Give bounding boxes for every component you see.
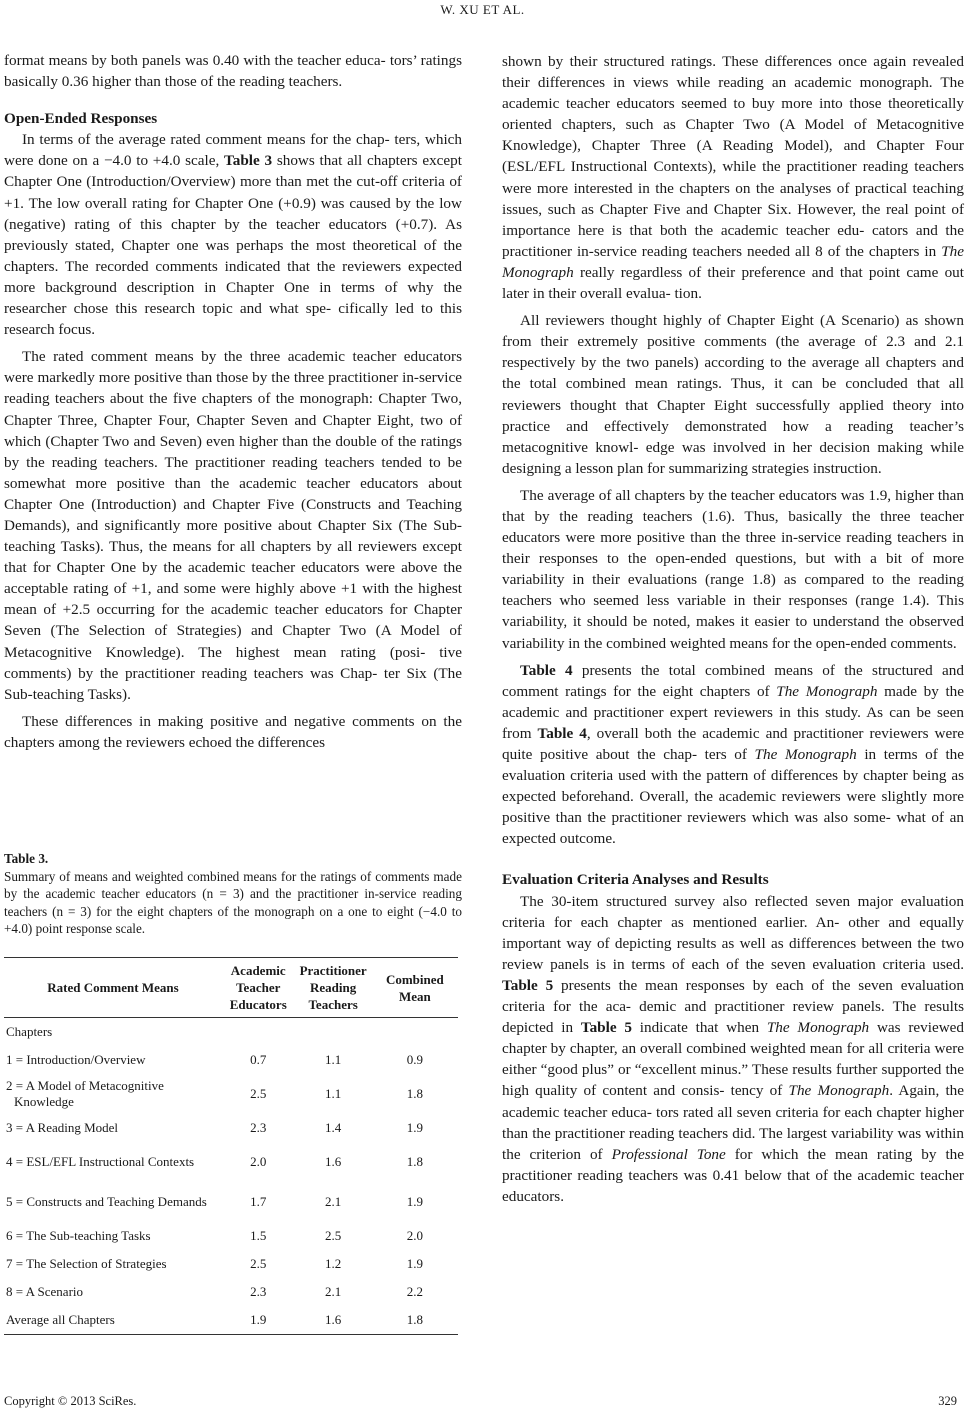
cell-academic: 1.7: [250, 1194, 267, 1209]
left-column: [4, 50, 462, 759]
cell-practitioner: 1.6: [325, 1154, 342, 1169]
cell-academic: 2.5: [250, 1256, 267, 1271]
table-reference[interactable]: Table 4: [520, 661, 573, 679]
table-reference[interactable]: Table 5: [502, 976, 554, 994]
cell-practitioner: 1.1: [325, 1052, 342, 1067]
table-row: [4, 1142, 458, 1182]
criterion-reference: Professional Tone: [611, 1145, 726, 1163]
table-caption-title: Table 3.: [4, 851, 49, 866]
section-heading-evaluation-criteria: Evaluation Criteria Analyses and Results: [502, 871, 769, 889]
title-reference: The Monograph: [766, 1019, 870, 1037]
table-3: [4, 957, 458, 1335]
text: made by the academic and practitioner expert reviewers in this study. As can be seen from: [502, 682, 964, 742]
text: really regardless of their preference and that point came out later in their overall evalua- tion.: [502, 263, 964, 303]
table-caption-text: Summary of means and weighted combined means for the ratings of comments made by the academic teacher educators (n = 3) and the practitioner in-service reading teachers (n = 3) for the eight chapters of the monograph on a one to eight (−4.0 to +4.0) point response scale.: [4, 868, 462, 937]
text: presents the total combined means of the structured and comment ratings for the eight chapters of: [502, 661, 964, 700]
cell-practitioner: 1.2: [325, 1256, 342, 1271]
column-header: Rated Comment Means: [4, 958, 222, 1018]
row-label: 8 = A Scenario: [6, 1284, 84, 1299]
cell-combined: 1.8: [372, 1306, 458, 1335]
section-label: Chapters: [6, 1024, 53, 1039]
cell-combined: 2.0: [406, 1228, 423, 1243]
cell-combined: 1.9: [406, 1256, 423, 1271]
cell-academic: 0.7: [250, 1052, 267, 1067]
cell-combined: 1.8: [406, 1086, 423, 1101]
cell-practitioner: 1.1: [325, 1086, 342, 1101]
row-label: 1 = Introduction/Overview: [6, 1052, 146, 1067]
cell-combined: 1.9: [406, 1194, 423, 1209]
cell-academic: 2.3: [250, 1120, 267, 1135]
table-reference[interactable]: Table 4: [537, 724, 587, 742]
table-caption: [4, 850, 462, 938]
paragraph: [502, 891, 964, 1207]
paragraph: All reviewers thought highly of Chapter Eight (A Scenario) as shown from their extremely positive comments (the average of 2.3 and 2.1 respectively by the two panels) according to the average all chapters and the total combined mean ratings. Thus, it can be concluded that all reviewers thought that Chapter Eight successfully applied theory into practice and effectively demonstrated how a reading teacher’s metacognitive knowl- edge was involved in her decision making while designing a lesson plan for summarizing strategies instruction.: [502, 312, 964, 477]
table-row: [4, 1046, 458, 1074]
cell-academic: 1.5: [250, 1228, 267, 1243]
row-label: 7 = The Selection of Strategies: [6, 1256, 167, 1271]
paragraph: The rated comment means by the three academic teacher educators were markedly more positive than those by the three practitioner in-service reading teachers about the five chapters of the monograph: Chapter Two, Chapter Three, Chapter Four, Chapter Seven and Chapter Eight, two of which (Chapter Two and Seven) even higher than the double of the ratings by the reading teachers. The practitioner reading teachers tended to be somewhat more positive than the academic teacher educators about Chapter One (Introduction) and Chapter Five (Constructs and Teaching Demands), and significantly more positive about Chapter Six (The Sub-teaching Tasks). Thus, the means for all chapters by all reviewers except that for Chapter One by the academic teacher educators were above the acceptable rating of +1, and some were highly above +1 with the highest mean of +2.5 occurring for the academic teacher educators for Chapter Seven (The Selection of Strategies) and Chapter Two (A Model of Metacognitive Knowledge). The highest mean rating (posi- tive comments) by the practitioner reading teachers was Chap- ter Six (The Sub-teaching Tasks).: [4, 348, 462, 703]
cell-combined: 1.9: [406, 1120, 423, 1135]
title-reference: The Monograph: [502, 242, 964, 281]
paragraph: [502, 660, 964, 850]
text: shown by their structured ratings. These differences once again revealed their differences in views while reading an academic monograph. The academic teacher educators seemed to buy more into those theoretically oriented chapters, such as Chapter Two (A Model of Metacognitive Knowledge), Chapter Three (A Reading Model), and Chapter Four (ESL/EFL Instructional Contexts), while the practitioner reading teachers were more interested in the chapters on the analyses of practical teaching issues, such as Chapter Five and Chapter Six. However, the real point of importance here is that both the academic teacher edu- cators and the practitioner in-service reading teachers needed all 8 of the chapters in: [502, 53, 964, 260]
row-label: 6 = The Sub-teaching Tasks: [6, 1228, 151, 1243]
text: presents the mean responses by each of the seven evaluation criteria for the aca- demic and practitioner review panels. The results depicted in: [502, 976, 964, 1037]
cell-practitioner: 1.4: [325, 1120, 342, 1135]
paragraph: These differences in making positive and negative comments on the chapters among the reviewers echoed the differences: [4, 712, 462, 751]
table-row: [4, 1278, 458, 1306]
cell-practitioner: 2.5: [325, 1228, 342, 1243]
row-label: 3 = A Reading Model: [6, 1120, 119, 1135]
text: . Again, the academic teacher educa- tors rated all seven criteria for each chapter higher than the practitioner reading teachers did. The largest variability was within the criterion of: [502, 1082, 964, 1163]
table-reference[interactable]: Table 5: [580, 1019, 632, 1037]
title-reference: The Monograph: [776, 682, 878, 700]
paragraph: The average of all chapters by the teacher educators was 1.9, higher than that by the reading teachers (1.6). Thus, basically the three teacher educators were more positive than the three in-service reading teachers in their responses to the open-ended questions, but with a bit of more variability in their evaluations (range 1.8) as compared to the reading teachers who seemed less variable in their responses (range 1.4). This variability, it should be noted, makes it easier to understand the observed variability in the combined weighted means for the open-ended comments.: [502, 486, 964, 652]
cell-academic: 2.5: [250, 1086, 267, 1101]
column-header: Academic Teacher Educators: [222, 958, 295, 1018]
cell-combined: 1.8: [406, 1154, 423, 1169]
paragraph: format means by both panels was 0.40 with the teacher educa- tors’ ratings basically 0.36 higher than those of the reading teachers.: [4, 52, 462, 91]
table-row: [4, 1222, 458, 1250]
text: in terms of the evaluation criteria used with the pattern of differences by chapter being as expected beforehand. Overall, the academic reviewers were slightly more positive than the practitioner reviewers which was also some- what of an expected outcome.: [502, 746, 965, 848]
footer-copyright: Copyright © 2013 SciRes.: [4, 1394, 137, 1408]
column-header: Combined Mean: [372, 958, 458, 1018]
table-row: [4, 1114, 458, 1142]
section-heading-open-ended: Open-Ended Responses: [4, 110, 158, 128]
page-number: 329: [938, 1394, 957, 1408]
paragraph: [4, 129, 462, 340]
cell-practitioner: 1.6: [295, 1306, 372, 1335]
text: indicate that when: [631, 1019, 767, 1037]
title-reference: The Monograph: [788, 1082, 890, 1100]
cell-academic: 2.0: [250, 1154, 267, 1169]
text: In terms of the average rated comment means for the chap- ters, which were done on a −4.0 to +4.0 scale,: [4, 131, 462, 170]
table-header-row: [4, 958, 458, 1018]
text: The 30-item structured survey also reflected seven major evaluation criteria for each chapter as mentioned earlier. An- other and equally important way of depicting results as well as differences between the two review panels is in terms of each of the seven evaluation criteria used.: [502, 892, 964, 973]
row-label: 2 = A Model of Metacognitive Knowledge: [6, 1078, 164, 1109]
cell-academic: 1.9: [222, 1306, 295, 1335]
cell-combined: 2.2: [406, 1284, 423, 1299]
cell-academic: 2.3: [250, 1284, 267, 1299]
row-label: Average all Chapters: [4, 1306, 222, 1335]
text: , overall both the academic and practitioner reviewers were quite positive about the chap- ters of: [502, 724, 964, 763]
cell-practitioner: 2.1: [325, 1284, 342, 1299]
text: shows that all chapters except Chapter One (Introduction/Overview) more than met the cut-off criteria of +1. The low overall rating for Chapter One (+0.9) was caused by the low (negative) rating of this chapter by the teacher educators (+0.7). As previously stated, Chapter one was perhaps the most theoretical of the chapters. The recorded comments indicated that the reviewers expected more background description in Chapter One in terms of why the researcher chose this research topic and what spe- cifically led to this research focus.: [4, 152, 462, 339]
paragraph: [502, 51, 964, 304]
table-row: [4, 1250, 458, 1278]
right-column: [502, 51, 964, 1213]
table-row-average: [4, 1306, 458, 1335]
row-label: 5 = Constructs and Teaching Demands: [6, 1194, 207, 1209]
cell-practitioner: 2.1: [325, 1194, 342, 1209]
table-row: [4, 1074, 458, 1114]
table-section-row: [4, 1018, 458, 1047]
column-header: Practitioner Reading Teachers: [295, 958, 372, 1018]
text: was reviewed chapter by chapter, an overall combined weighted mean for all criteria were either “good plus” or “excellent minus.” These results further supported the high quality of content and consis- tency of: [502, 1019, 965, 1100]
row-label: 4 = ESL/EFL Instructional Contexts: [6, 1154, 195, 1169]
table-reference[interactable]: Table 3: [224, 152, 273, 170]
text: for which the mean rating by the practitioner reading teachers was 0.41 below that of the academic teacher educators.: [502, 1145, 964, 1205]
cell-combined: 0.9: [406, 1052, 423, 1067]
running-head: W. XU ET AL.: [440, 2, 525, 17]
table-row: [4, 1182, 458, 1222]
title-reference: The Monograph: [754, 746, 857, 763]
